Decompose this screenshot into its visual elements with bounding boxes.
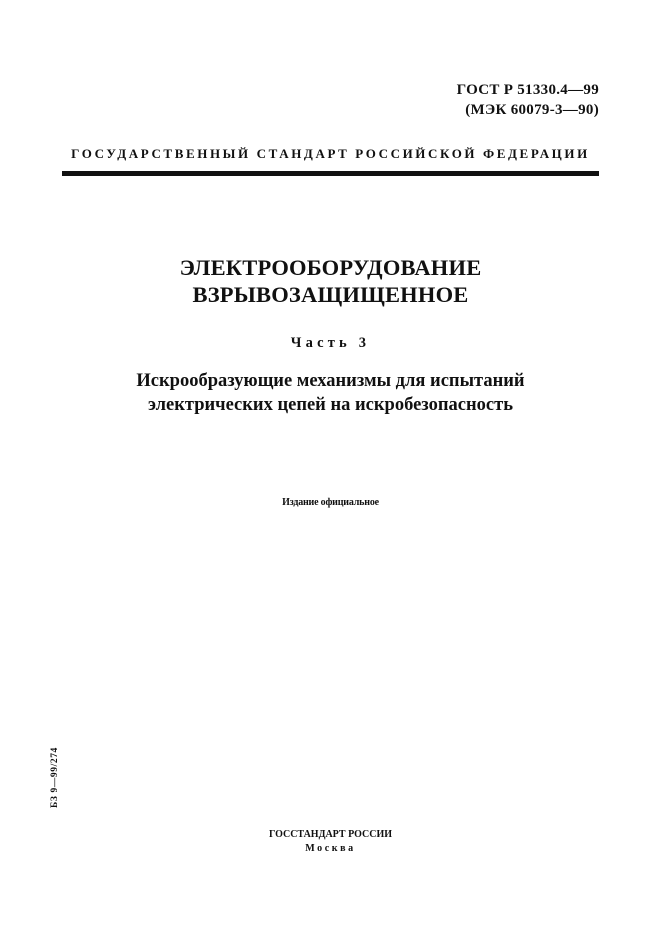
document-subtitle-line-2: электрических цепей на искробезопасность — [148, 395, 513, 415]
standard-number: ГОСТ Р 51330.4—99 — [456, 82, 599, 98]
publisher-block — [0, 828, 661, 856]
document-title — [0, 254, 661, 308]
standard-number-block — [457, 80, 599, 120]
side-registration-code: БЗ 9—99/274 — [50, 747, 60, 808]
part-label: Часть 3 — [290, 335, 371, 351]
publisher-city: Москва — [305, 843, 356, 854]
edition-note: Издание официальное — [282, 497, 379, 508]
document-title-line-2: ВЗРЫВОЗАЩИЩЕННОЕ — [192, 282, 469, 307]
document-subtitle-line-1: Искрообразующие механизмы для испытаний — [136, 371, 525, 391]
header-band: ГОСУДАРСТВЕННЫЙ СТАНДАРТ РОССИЙСКОЙ ФЕДЕРАЦИИ — [71, 146, 590, 161]
iec-equivalent-number: (МЭК 60079-3—90) — [465, 102, 599, 118]
document-title-line-1: ЭЛЕКТРООБОРУДОВАНИЕ — [179, 255, 482, 280]
publisher-name: ГОССТАНДАРТ РОССИИ — [268, 829, 393, 840]
header-rule-divider — [62, 171, 599, 176]
document-subtitle — [0, 369, 661, 417]
